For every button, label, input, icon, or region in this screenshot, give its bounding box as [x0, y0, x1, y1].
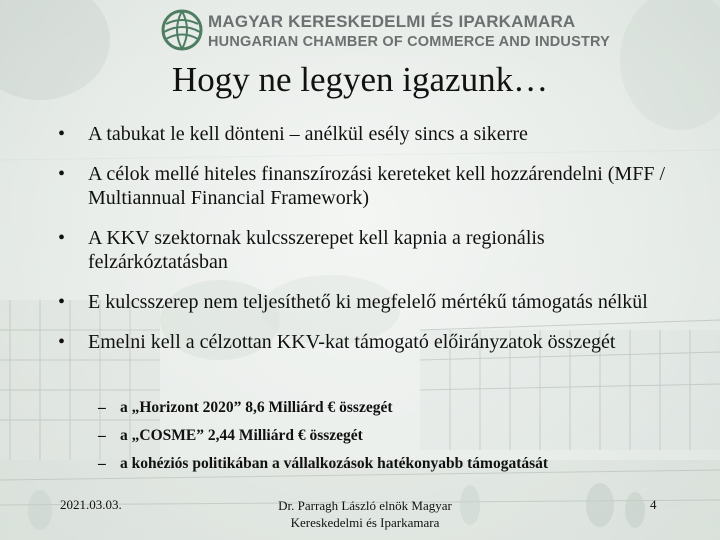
bullet-list — [58, 122, 678, 370]
sub-bullet-dash: – — [98, 455, 106, 472]
footer-author — [240, 497, 490, 531]
page-number: 4 — [650, 497, 657, 512]
sub-bullet-item — [98, 454, 658, 474]
bullet-text: A KKV szektornak kulcsszerepet kell kapnia a regionális felzárkóztatásban — [88, 227, 545, 273]
logo-text-hungarian: MAGYAR KERESKEDELMI ÉS IPARKAMARA — [208, 12, 576, 31]
chamber-logo — [160, 8, 611, 56]
bullet-dot: • — [58, 163, 66, 185]
sub-bullet-item — [98, 426, 658, 446]
bullet-item — [58, 122, 678, 146]
bullet-text: Emelni kell a célzottan KKV-kat támogató előirányzatok összegét — [88, 331, 616, 353]
bullet-dot: • — [58, 331, 66, 353]
bullet-dot: • — [58, 227, 66, 249]
bullet-item — [58, 290, 678, 314]
slide-title: Hogy ne legyen igazunk… — [171, 60, 549, 99]
bullet-text: E kulcsszerep nem teljesíthető ki megfelelő mértékű támogatás nélkül — [88, 291, 648, 313]
bullet-item — [58, 330, 678, 354]
sub-bullet-text: a „COSME” 2,44 Milliárd € összegét — [120, 427, 363, 444]
bullet-item — [58, 226, 678, 274]
sub-bullet-item — [98, 398, 658, 418]
bullet-item — [58, 162, 678, 210]
sub-bullet-text: a „Horizont 2020” 8,6 Milliárd € összegét — [120, 399, 393, 416]
sub-bullet-dash: – — [98, 427, 106, 444]
bullet-text: A célok mellé hiteles finanszírozási kereteket kell hozzárendelni (MFF / Multiannual Financial Framework) — [88, 163, 666, 209]
logo-text-english: HUNGARIAN CHAMBER OF COMMERCE AND INDUSTRY — [208, 34, 611, 50]
bullet-dot: • — [58, 123, 66, 145]
bullet-dot: • — [58, 291, 66, 313]
sub-bullet-text: a kohéziós politikában a vállalkozások hatékonyabb támogatását — [120, 455, 549, 472]
sub-bullet-dash: – — [98, 399, 106, 416]
sub-bullet-list — [98, 398, 658, 482]
footer-author-line2: Kereskedelmi és Iparkamara — [290, 515, 440, 530]
globe-emblem-icon — [160, 8, 204, 52]
footer-author-line1: Dr. Parragh László elnök Magyar — [278, 498, 452, 513]
bullet-text: A tabukat le kell dönteni – anélkül esély sincs a sikerre — [88, 123, 528, 145]
footer-date: 2021.03.03. — [60, 497, 122, 512]
